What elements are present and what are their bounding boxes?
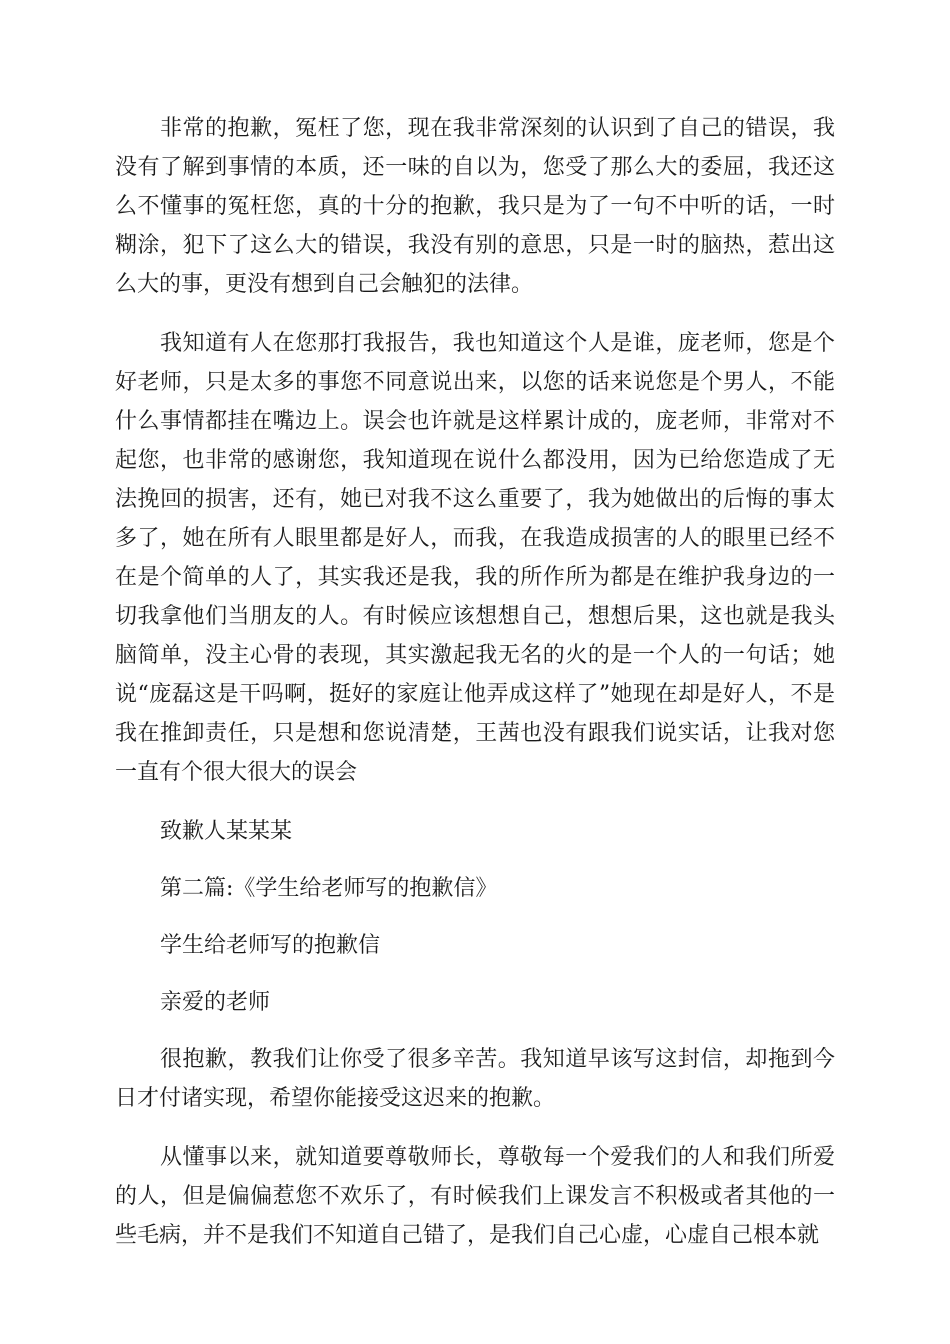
paragraph-letter-body: 从懂事以来，就知道要尊敬师长，尊敬每一个爱我们的人和我们所爱的人，但是偏偏惹您不欢乐了，有时候我们上课发言不积极或者其他的一些毛病，并不是我们不知道自己错了，是我们自己心虚，心虚自己根本就 [115, 1145, 835, 1248]
document-body [115, 109, 835, 1275]
salutation: 亲爱的老师 [160, 990, 271, 1015]
paragraph-letter-opening: 很抱歉，教我们让你受了很多辛苦。我知道早该写这封信，却拖到今日才付诸实现，希望你能接受这迟来的抱歉。 [115, 1047, 835, 1111]
paragraph-apology-intro: 非常的抱歉，冤枉了您，现在我非常深刻的认识到了自己的错误，我没有了解到事情的本质，还一味的自以为，您受了那么大的委屈，我还这么不懂事的冤枉您，真的十分的抱歉，我只是为了一句不中听的话，一时糊涂，犯下了这么大的错误，我没有别的意思，只是一时的脑热，惹出这么大的事，更没有想到自己会触犯的法律。 [115, 116, 835, 297]
section-heading: 第二篇:《学生给老师写的抱歉信》 [160, 876, 498, 901]
signature-line: 致歉人某某某 [160, 819, 293, 844]
letter-title: 学生给老师写的抱歉信 [160, 933, 381, 958]
paragraph-explanation: 我知道有人在您那打我报告，我也知道这个人是谁，庞老师，您是个好老师，只是太多的事您不同意说出来，以您的话来说您是个男人，不能什么事情都挂在嘴边上。误会也许就是这样累计成的，庞老师，非常对不起您，也非常的感谢您，我知道现在说什么都没用，因为已给您造成了无法挽回的损害，还有，她已对我不这么重要了，我为她做出的后悔的事太多了，她在所有人眼里都是好人，而我，在我造成损害的人的眼里已经不在是个简单的人了，其实我还是我，我的所作所为都是在维护我身边的一切我拿他们当朋友的人。有时候应该想想自己，想想后果，这也就是我头脑简单，没主心骨的表现，其实激起我无名的火的是一个人的一句话；她说“庞磊这是干吗啊，挺好的家庭让他弄成这样了”她现在却是好人，不是我在推卸责任，只是想和您说清楚，王茜也没有跟我们说实话，让我对您一直有个很大很大的误会 [115, 331, 835, 785]
